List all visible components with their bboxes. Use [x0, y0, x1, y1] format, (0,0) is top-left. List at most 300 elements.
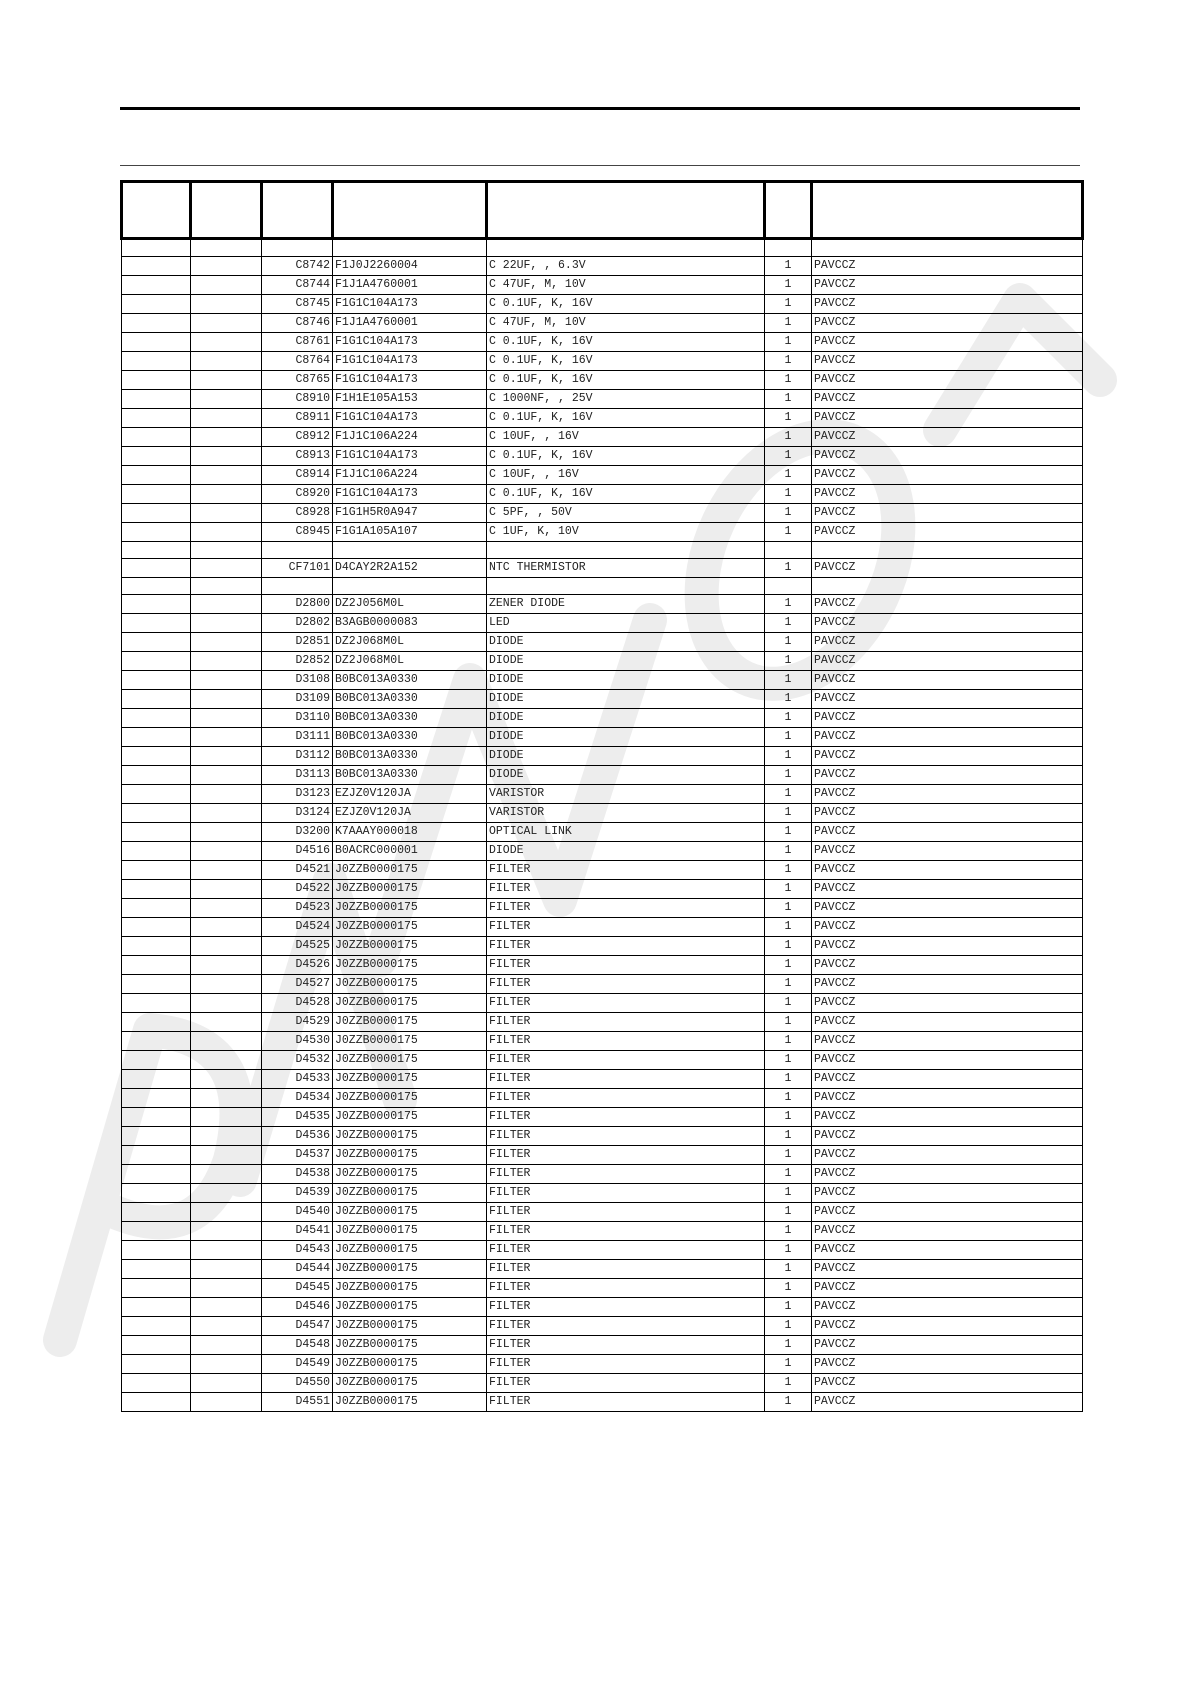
- qty-cell: 1: [765, 899, 812, 918]
- remarks-cell: PAVCCZ: [812, 595, 1083, 614]
- qty-cell: 1: [765, 1089, 812, 1108]
- col-a-cell: [122, 1146, 191, 1165]
- part-no-cell: J0ZZB0000175: [333, 1298, 487, 1317]
- ref-no-cell: D4532: [262, 1051, 333, 1070]
- table-row: [122, 671, 1083, 690]
- col-b-cell: [191, 1165, 262, 1184]
- qty-cell: 1: [765, 1222, 812, 1241]
- table-row: [122, 523, 1083, 542]
- qty-cell: 1: [765, 1108, 812, 1127]
- table-row: [122, 1051, 1083, 1070]
- col-b-cell: [191, 994, 262, 1013]
- remarks-cell: PAVCCZ: [812, 1260, 1083, 1279]
- qty-cell: 1: [765, 1127, 812, 1146]
- col-b-cell: [191, 1051, 262, 1070]
- part-no-cell: J0ZZB0000175: [333, 1032, 487, 1051]
- description-cell: C 22UF, , 6.3V: [487, 257, 765, 276]
- col-b-cell: [191, 1374, 262, 1393]
- col-a-cell: [122, 559, 191, 578]
- col-b-cell: [191, 956, 262, 975]
- remarks-cell: PAVCCZ: [812, 671, 1083, 690]
- remarks-cell: PAVCCZ: [812, 880, 1083, 899]
- remarks-cell: PAVCCZ: [812, 276, 1083, 295]
- part-no-cell: J0ZZB0000175: [333, 899, 487, 918]
- col-a-cell: [122, 1317, 191, 1336]
- remarks-cell: PAVCCZ: [812, 1336, 1083, 1355]
- part-no-cell: J0ZZB0000175: [333, 956, 487, 975]
- col-b-cell: [191, 785, 262, 804]
- col-a-cell: [122, 614, 191, 633]
- col-a-cell: [122, 276, 191, 295]
- ref-no-cell: D4544: [262, 1260, 333, 1279]
- qty-cell: 1: [765, 276, 812, 295]
- remarks-cell: PAVCCZ: [812, 409, 1083, 428]
- part-no-cell: D4CAY2R2A152: [333, 559, 487, 578]
- col-a-cell: [122, 709, 191, 728]
- remarks-cell: PAVCCZ: [812, 1222, 1083, 1241]
- ref-no-cell: D4539: [262, 1184, 333, 1203]
- ref-no-cell: D2802: [262, 614, 333, 633]
- remarks-cell: PAVCCZ: [812, 614, 1083, 633]
- col-b-cell: [191, 542, 262, 559]
- col-a-cell: [122, 295, 191, 314]
- col-b-cell: [191, 1317, 262, 1336]
- description-cell: FILTER: [487, 1336, 765, 1355]
- col-a-cell: [122, 880, 191, 899]
- qty-cell: 1: [765, 1336, 812, 1355]
- table-row: [122, 747, 1083, 766]
- table-row: [122, 823, 1083, 842]
- part-no-cell: EZJZ0V120JA: [333, 785, 487, 804]
- remarks-cell: PAVCCZ: [812, 1032, 1083, 1051]
- remarks-cell: PAVCCZ: [812, 1298, 1083, 1317]
- col-b-cell: [191, 899, 262, 918]
- ref-no-cell: C8765: [262, 371, 333, 390]
- part-no-cell: J0ZZB0000175: [333, 918, 487, 937]
- col-b-cell: [191, 804, 262, 823]
- col-a-cell: [122, 1260, 191, 1279]
- col-a-cell: [122, 1279, 191, 1298]
- col-b-cell: [191, 1241, 262, 1260]
- part-no-cell: F1G1C104A173: [333, 371, 487, 390]
- col-b-cell: [191, 1336, 262, 1355]
- ref-no-cell: [262, 578, 333, 595]
- ref-no-cell: D4548: [262, 1336, 333, 1355]
- table-row: [122, 1336, 1083, 1355]
- remarks-cell: PAVCCZ: [812, 523, 1083, 542]
- col-b-cell: [191, 1184, 262, 1203]
- col-a-cell: [122, 314, 191, 333]
- qty-cell: 1: [765, 295, 812, 314]
- qty-cell: 1: [765, 1184, 812, 1203]
- col-a-cell: [122, 1203, 191, 1222]
- ref-no-cell: D2852: [262, 652, 333, 671]
- col-b-cell: [191, 880, 262, 899]
- description-cell: FILTER: [487, 918, 765, 937]
- description-cell: VARISTOR: [487, 785, 765, 804]
- qty-cell: 1: [765, 671, 812, 690]
- part-no-cell: B0BC013A0330: [333, 728, 487, 747]
- col-a-cell: [122, 447, 191, 466]
- description-cell: C 10UF, , 16V: [487, 428, 765, 447]
- part-no-cell: F1G1H5R0A947: [333, 504, 487, 523]
- description-cell: C 47UF, M, 10V: [487, 314, 765, 333]
- col-b-cell: [191, 671, 262, 690]
- col-a-cell: [122, 766, 191, 785]
- description-cell: FILTER: [487, 1203, 765, 1222]
- col-b-cell: [191, 504, 262, 523]
- col-b-cell: [191, 314, 262, 333]
- description-cell: FILTER: [487, 1051, 765, 1070]
- table-row: [122, 842, 1083, 861]
- qty-cell: 1: [765, 728, 812, 747]
- qty-cell: 1: [765, 956, 812, 975]
- part-no-cell: F1J1C106A224: [333, 466, 487, 485]
- col-a-cell: [122, 918, 191, 937]
- col-b-cell: [191, 652, 262, 671]
- ref-no-cell: D4534: [262, 1089, 333, 1108]
- col-a-cell: [122, 1127, 191, 1146]
- ref-no-cell: D4537: [262, 1146, 333, 1165]
- remarks-cell: PAVCCZ: [812, 899, 1083, 918]
- qty-cell: 1: [765, 1146, 812, 1165]
- ref-no-cell: C8914: [262, 466, 333, 485]
- remarks-cell: [812, 542, 1083, 559]
- description-cell: DIODE: [487, 747, 765, 766]
- description-cell: FILTER: [487, 1146, 765, 1165]
- table-row: [122, 542, 1083, 559]
- part-no-cell: J0ZZB0000175: [333, 1279, 487, 1298]
- table-row: [122, 994, 1083, 1013]
- table-row: [122, 466, 1083, 485]
- remarks-cell: PAVCCZ: [812, 314, 1083, 333]
- description-cell: FILTER: [487, 1184, 765, 1203]
- col-a-cell: [122, 633, 191, 652]
- ref-no-cell: D3108: [262, 671, 333, 690]
- table-row: [122, 1089, 1083, 1108]
- part-no-cell: J0ZZB0000175: [333, 880, 487, 899]
- header-divider: [120, 165, 1080, 166]
- table-row: [122, 1127, 1083, 1146]
- ref-no-cell: D3123: [262, 785, 333, 804]
- remarks-cell: PAVCCZ: [812, 1070, 1083, 1089]
- ref-no-cell: C8910: [262, 390, 333, 409]
- ref-no-cell: D4523: [262, 899, 333, 918]
- ref-no-cell: C8742: [262, 257, 333, 276]
- table-row: [122, 409, 1083, 428]
- part-no-cell: J0ZZB0000175: [333, 937, 487, 956]
- table-row: [122, 918, 1083, 937]
- table-row: [122, 1184, 1083, 1203]
- col-b-cell: [191, 295, 262, 314]
- description-cell: FILTER: [487, 1165, 765, 1184]
- table-row: [122, 428, 1083, 447]
- table-row: [122, 239, 1083, 257]
- part-no-cell: F1G1C104A173: [333, 447, 487, 466]
- col-a-cell: [122, 842, 191, 861]
- qty-cell: 1: [765, 975, 812, 994]
- ref-no-cell: C8745: [262, 295, 333, 314]
- remarks-cell: PAVCCZ: [812, 1203, 1083, 1222]
- table-row: [122, 1165, 1083, 1184]
- col-b-cell: [191, 1032, 262, 1051]
- description-cell: OPTICAL LINK: [487, 823, 765, 842]
- col-a-cell: [122, 1298, 191, 1317]
- col-b-cell: [191, 276, 262, 295]
- table-row: [122, 880, 1083, 899]
- col-a-cell: [122, 652, 191, 671]
- table-row: [122, 1013, 1083, 1032]
- col-b-cell: [191, 861, 262, 880]
- part-no-cell: F1J1A4760001: [333, 314, 487, 333]
- part-no-cell: J0ZZB0000175: [333, 1317, 487, 1336]
- remarks-cell: PAVCCZ: [812, 994, 1083, 1013]
- description-cell: C 0.1UF, K, 16V: [487, 447, 765, 466]
- part-no-cell: B0BC013A0330: [333, 709, 487, 728]
- part-no-cell: J0ZZB0000175: [333, 1070, 487, 1089]
- description-cell: FILTER: [487, 937, 765, 956]
- col-b-cell: [191, 523, 262, 542]
- ref-no-cell: D4546: [262, 1298, 333, 1317]
- table-row: [122, 766, 1083, 785]
- col-a-cell: [122, 1241, 191, 1260]
- part-no-cell: J0ZZB0000175: [333, 1241, 487, 1260]
- remarks-cell: PAVCCZ: [812, 937, 1083, 956]
- remarks-cell: PAVCCZ: [812, 766, 1083, 785]
- col-a-cell: [122, 937, 191, 956]
- col-b-cell: [191, 728, 262, 747]
- description-cell: DIODE: [487, 671, 765, 690]
- col-a-cell: [122, 352, 191, 371]
- part-no-cell: [333, 239, 487, 257]
- col-b-cell: [191, 1393, 262, 1412]
- remarks-cell: [812, 239, 1083, 257]
- col-b-cell: [191, 371, 262, 390]
- part-no-cell: B0ACRC000001: [333, 842, 487, 861]
- part-no-cell: B0BC013A0330: [333, 671, 487, 690]
- col-a-cell: [122, 239, 191, 257]
- col-a-cell: [122, 956, 191, 975]
- ref-no-cell: C8945: [262, 523, 333, 542]
- part-no-cell: F1G1C104A173: [333, 409, 487, 428]
- part-no-cell: J0ZZB0000175: [333, 1374, 487, 1393]
- col-a-cell: [122, 690, 191, 709]
- col-a-cell: [122, 578, 191, 595]
- ref-no-cell: C8911: [262, 409, 333, 428]
- description-cell: DIODE: [487, 728, 765, 747]
- col-a-cell: [122, 428, 191, 447]
- description-cell: C 0.1UF, K, 16V: [487, 485, 765, 504]
- part-no-cell: J0ZZB0000175: [333, 1051, 487, 1070]
- table-row: [122, 485, 1083, 504]
- qty-cell: 1: [765, 1355, 812, 1374]
- ref-no-cell: D4529: [262, 1013, 333, 1032]
- qty-cell: 1: [765, 652, 812, 671]
- ref-no-cell: D4549: [262, 1355, 333, 1374]
- qty-cell: 1: [765, 523, 812, 542]
- ref-no-cell: D3113: [262, 766, 333, 785]
- col-b-cell: [191, 559, 262, 578]
- part-no-cell: J0ZZB0000175: [333, 1260, 487, 1279]
- qty-cell: [765, 578, 812, 595]
- qty-cell: 1: [765, 1070, 812, 1089]
- ref-no-cell: D4536: [262, 1127, 333, 1146]
- part-no-cell: DZ2J068M0L: [333, 652, 487, 671]
- ref-no-cell: C8913: [262, 447, 333, 466]
- description-cell: FILTER: [487, 975, 765, 994]
- remarks-cell: PAVCCZ: [812, 842, 1083, 861]
- remarks-cell: PAVCCZ: [812, 861, 1083, 880]
- col-a-cell: [122, 1336, 191, 1355]
- col-a-cell: [122, 1070, 191, 1089]
- remarks-cell: PAVCCZ: [812, 1089, 1083, 1108]
- qty-cell: 1: [765, 804, 812, 823]
- qty-cell: 1: [765, 766, 812, 785]
- header-cell: [487, 182, 765, 239]
- col-a-cell: [122, 785, 191, 804]
- part-no-cell: J0ZZB0000175: [333, 1184, 487, 1203]
- table-header-row: [122, 182, 1083, 239]
- col-a-cell: [122, 523, 191, 542]
- ref-no-cell: D4528: [262, 994, 333, 1013]
- col-b-cell: [191, 447, 262, 466]
- ref-no-cell: D2851: [262, 633, 333, 652]
- col-b-cell: [191, 466, 262, 485]
- qty-cell: 1: [765, 880, 812, 899]
- description-cell: DIODE: [487, 709, 765, 728]
- qty-cell: 1: [765, 861, 812, 880]
- col-a-cell: [122, 823, 191, 842]
- part-no-cell: J0ZZB0000175: [333, 1336, 487, 1355]
- part-no-cell: J0ZZB0000175: [333, 1108, 487, 1127]
- remarks-cell: PAVCCZ: [812, 1279, 1083, 1298]
- col-a-cell: [122, 975, 191, 994]
- ref-no-cell: D4530: [262, 1032, 333, 1051]
- qty-cell: 1: [765, 747, 812, 766]
- col-a-cell: [122, 1108, 191, 1127]
- col-a-cell: [122, 899, 191, 918]
- part-no-cell: F1G1C104A173: [333, 352, 487, 371]
- description-cell: FILTER: [487, 1013, 765, 1032]
- ref-no-cell: D3112: [262, 747, 333, 766]
- ref-no-cell: D4545: [262, 1279, 333, 1298]
- remarks-cell: PAVCCZ: [812, 975, 1083, 994]
- table-row: [122, 257, 1083, 276]
- qty-cell: 1: [765, 1241, 812, 1260]
- qty-cell: 1: [765, 1279, 812, 1298]
- remarks-cell: PAVCCZ: [812, 709, 1083, 728]
- qty-cell: 1: [765, 614, 812, 633]
- remarks-cell: PAVCCZ: [812, 728, 1083, 747]
- col-b-cell: [191, 1279, 262, 1298]
- part-no-cell: B3AGB0000083: [333, 614, 487, 633]
- description-cell: FILTER: [487, 1089, 765, 1108]
- table-row: [122, 956, 1083, 975]
- col-b-cell: [191, 595, 262, 614]
- qty-cell: 1: [765, 1032, 812, 1051]
- qty-cell: 1: [765, 466, 812, 485]
- part-no-cell: J0ZZB0000175: [333, 1355, 487, 1374]
- remarks-cell: PAVCCZ: [812, 428, 1083, 447]
- part-no-cell: J0ZZB0000175: [333, 1146, 487, 1165]
- qty-cell: 1: [765, 314, 812, 333]
- part-no-cell: F1G1A105A107: [333, 523, 487, 542]
- col-a-cell: [122, 671, 191, 690]
- remarks-cell: PAVCCZ: [812, 1184, 1083, 1203]
- table-row: [122, 447, 1083, 466]
- col-b-cell: [191, 1108, 262, 1127]
- part-no-cell: F1J0J2260004: [333, 257, 487, 276]
- col-a-cell: [122, 485, 191, 504]
- col-b-cell: [191, 766, 262, 785]
- table-row: [122, 595, 1083, 614]
- col-a-cell: [122, 371, 191, 390]
- ref-no-cell: C8764: [262, 352, 333, 371]
- qty-cell: 1: [765, 595, 812, 614]
- table-row: [122, 861, 1083, 880]
- remarks-cell: PAVCCZ: [812, 1108, 1083, 1127]
- ref-no-cell: D4525: [262, 937, 333, 956]
- col-b-cell: [191, 578, 262, 595]
- remarks-cell: PAVCCZ: [812, 559, 1083, 578]
- col-b-cell: [191, 747, 262, 766]
- remarks-cell: PAVCCZ: [812, 1127, 1083, 1146]
- col-a-cell: [122, 861, 191, 880]
- col-b-cell: [191, 633, 262, 652]
- part-no-cell: J0ZZB0000175: [333, 1127, 487, 1146]
- description-cell: DIODE: [487, 842, 765, 861]
- qty-cell: 1: [765, 1393, 812, 1412]
- table-row: [122, 690, 1083, 709]
- description-cell: LED: [487, 614, 765, 633]
- col-b-cell: [191, 485, 262, 504]
- table-row: [122, 1222, 1083, 1241]
- ref-no-cell: [262, 542, 333, 559]
- col-b-cell: [191, 390, 262, 409]
- part-no-cell: F1G1C104A173: [333, 333, 487, 352]
- qty-cell: 1: [765, 504, 812, 523]
- table-row: [122, 1374, 1083, 1393]
- remarks-cell: PAVCCZ: [812, 390, 1083, 409]
- table-row: [122, 333, 1083, 352]
- col-b-cell: [191, 428, 262, 447]
- remarks-cell: PAVCCZ: [812, 295, 1083, 314]
- table-row: [122, 937, 1083, 956]
- remarks-cell: PAVCCZ: [812, 652, 1083, 671]
- col-a-cell: [122, 804, 191, 823]
- ref-no-cell: C8912: [262, 428, 333, 447]
- remarks-cell: PAVCCZ: [812, 485, 1083, 504]
- remarks-cell: PAVCCZ: [812, 690, 1083, 709]
- col-b-cell: [191, 937, 262, 956]
- col-a-cell: [122, 728, 191, 747]
- col-a-cell: [122, 257, 191, 276]
- part-no-cell: J0ZZB0000175: [333, 1203, 487, 1222]
- description-cell: FILTER: [487, 1241, 765, 1260]
- col-a-cell: [122, 333, 191, 352]
- col-b-cell: [191, 690, 262, 709]
- ref-no-cell: D4550: [262, 1374, 333, 1393]
- header-cell: [765, 182, 812, 239]
- ref-no-cell: D4527: [262, 975, 333, 994]
- qty-cell: 1: [765, 823, 812, 842]
- part-no-cell: J0ZZB0000175: [333, 861, 487, 880]
- header-cell: [191, 182, 262, 239]
- description-cell: C 5PF, , 50V: [487, 504, 765, 523]
- description-cell: [487, 578, 765, 595]
- remarks-cell: PAVCCZ: [812, 747, 1083, 766]
- qty-cell: 1: [765, 1203, 812, 1222]
